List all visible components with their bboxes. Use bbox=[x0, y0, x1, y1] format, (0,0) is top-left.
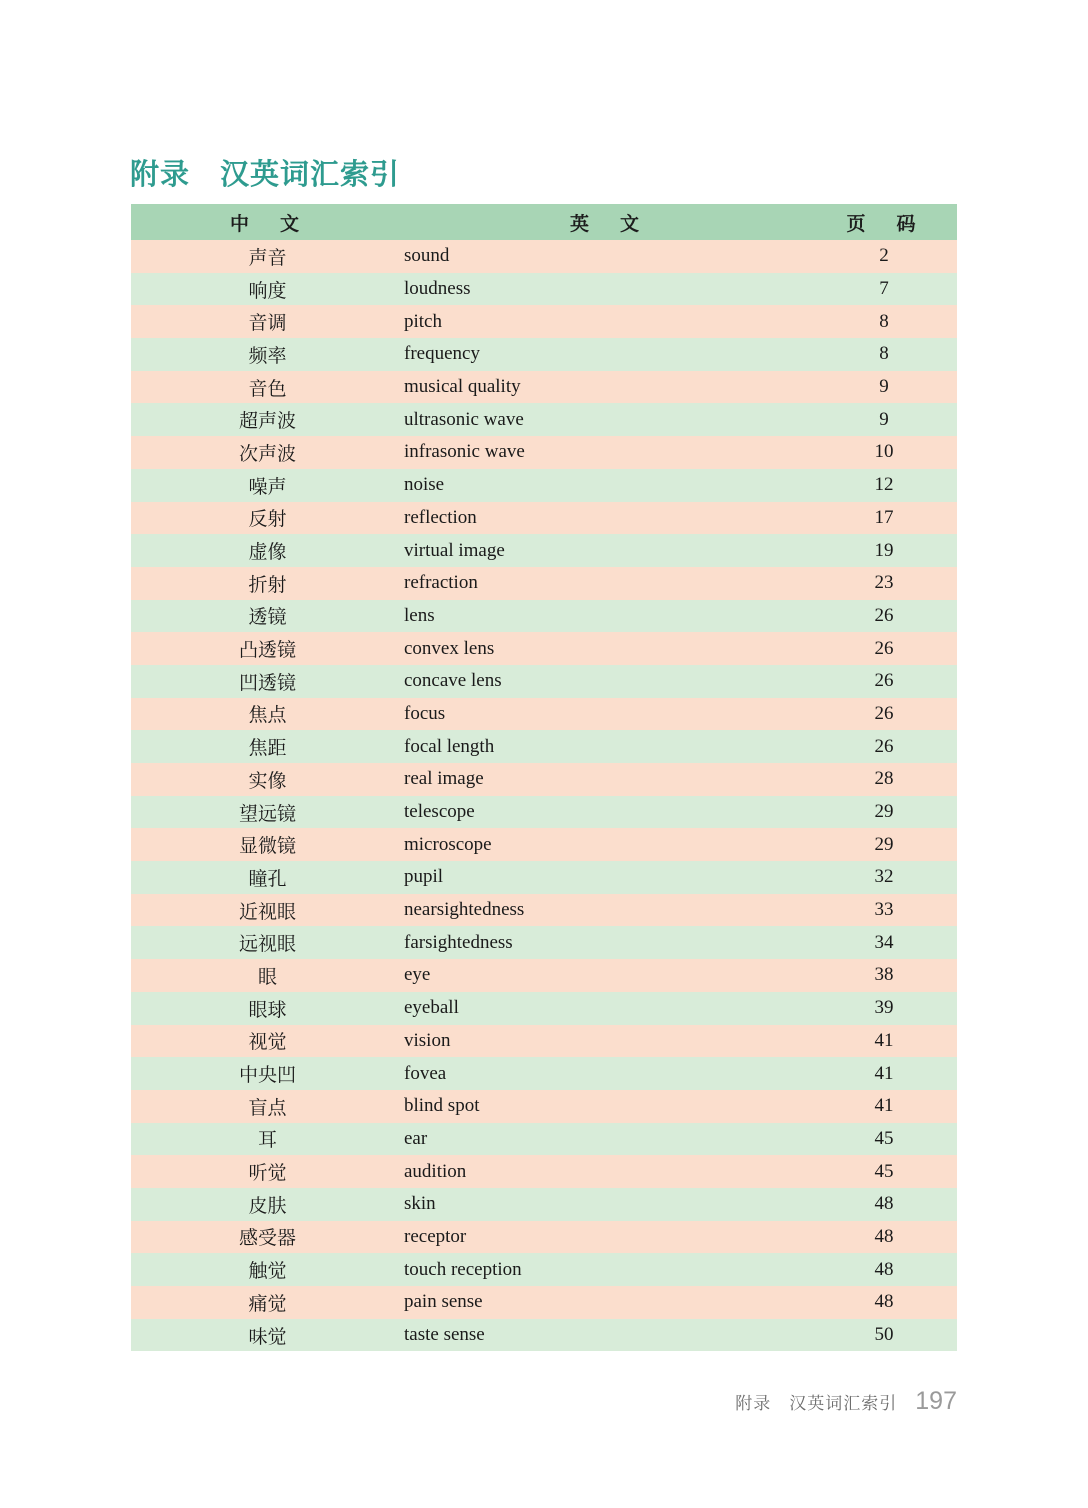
cell-english: refraction bbox=[404, 567, 811, 600]
cell-page: 9 bbox=[811, 403, 957, 436]
table-row bbox=[131, 1057, 957, 1090]
table-row bbox=[131, 1286, 957, 1319]
cell-english: real image bbox=[404, 763, 811, 796]
cell-page: 2 bbox=[811, 240, 957, 273]
table-row bbox=[131, 534, 957, 567]
cell-chinese: 实像 bbox=[131, 763, 404, 796]
cell-english: touch reception bbox=[404, 1253, 811, 1286]
cell-english: taste sense bbox=[404, 1319, 811, 1352]
cell-page: 48 bbox=[811, 1188, 957, 1221]
cell-english: loudness bbox=[404, 273, 811, 306]
cell-page: 23 bbox=[811, 567, 957, 600]
cell-chinese: 痛觉 bbox=[131, 1286, 404, 1319]
cell-chinese: 中央凹 bbox=[131, 1057, 404, 1090]
table-row bbox=[131, 763, 957, 796]
cell-english: focus bbox=[404, 698, 811, 731]
cell-page: 41 bbox=[811, 1090, 957, 1123]
cell-chinese: 凹透镜 bbox=[131, 665, 404, 698]
column-header-chinese: 中 文 bbox=[131, 204, 404, 240]
cell-chinese: 噪声 bbox=[131, 469, 404, 502]
cell-page: 39 bbox=[811, 992, 957, 1025]
cell-english: blind spot bbox=[404, 1090, 811, 1123]
cell-chinese: 耳 bbox=[131, 1123, 404, 1156]
cell-english: infrasonic wave bbox=[404, 436, 811, 469]
cell-english: frequency bbox=[404, 338, 811, 371]
cell-english: farsightedness bbox=[404, 926, 811, 959]
cell-chinese: 次声波 bbox=[131, 436, 404, 469]
cell-page: 28 bbox=[811, 763, 957, 796]
table-row bbox=[131, 502, 957, 535]
cell-english: focal length bbox=[404, 730, 811, 763]
cell-chinese: 声音 bbox=[131, 240, 404, 273]
cell-page: 33 bbox=[811, 894, 957, 927]
cell-chinese: 显微镜 bbox=[131, 828, 404, 861]
table-body bbox=[131, 240, 957, 1351]
cell-chinese: 味觉 bbox=[131, 1319, 404, 1352]
cell-page: 32 bbox=[811, 861, 957, 894]
cell-english: receptor bbox=[404, 1221, 811, 1254]
cell-english: ear bbox=[404, 1123, 811, 1156]
table-row bbox=[131, 1090, 957, 1123]
cell-chinese: 响度 bbox=[131, 273, 404, 306]
table-row bbox=[131, 305, 957, 338]
cell-chinese: 超声波 bbox=[131, 403, 404, 436]
table-row bbox=[131, 894, 957, 927]
table-row bbox=[131, 828, 957, 861]
table-header-row bbox=[131, 204, 957, 240]
cell-page: 26 bbox=[811, 698, 957, 731]
table-row bbox=[131, 338, 957, 371]
table-row bbox=[131, 273, 957, 306]
table-row bbox=[131, 1253, 957, 1286]
cell-chinese: 折射 bbox=[131, 567, 404, 600]
column-header-english: 英 文 bbox=[404, 204, 811, 240]
table-row bbox=[131, 992, 957, 1025]
cell-page: 26 bbox=[811, 730, 957, 763]
cell-chinese: 望远镜 bbox=[131, 796, 404, 829]
cell-english: microscope bbox=[404, 828, 811, 861]
cell-page: 48 bbox=[811, 1286, 957, 1319]
table-row bbox=[131, 632, 957, 665]
cell-page: 10 bbox=[811, 436, 957, 469]
cell-english: skin bbox=[404, 1188, 811, 1221]
cell-english: sound bbox=[404, 240, 811, 273]
cell-chinese: 视觉 bbox=[131, 1025, 404, 1058]
table-row bbox=[131, 959, 957, 992]
table-row bbox=[131, 1188, 957, 1221]
cell-page: 45 bbox=[811, 1123, 957, 1156]
cell-english: nearsightedness bbox=[404, 894, 811, 927]
cell-page: 48 bbox=[811, 1253, 957, 1286]
cell-chinese: 焦距 bbox=[131, 730, 404, 763]
cell-page: 48 bbox=[811, 1221, 957, 1254]
table-row bbox=[131, 1123, 957, 1156]
cell-page: 19 bbox=[811, 534, 957, 567]
table-row bbox=[131, 1025, 957, 1058]
cell-page: 17 bbox=[811, 502, 957, 535]
cell-chinese: 瞳孔 bbox=[131, 861, 404, 894]
footer-page-number: 197 bbox=[915, 1387, 957, 1415]
cell-page: 8 bbox=[811, 305, 957, 338]
cell-page: 8 bbox=[811, 338, 957, 371]
cell-page: 34 bbox=[811, 926, 957, 959]
table-row bbox=[131, 1221, 957, 1254]
cell-english: eye bbox=[404, 959, 811, 992]
cell-page: 26 bbox=[811, 632, 957, 665]
cell-english: fovea bbox=[404, 1057, 811, 1090]
table-row bbox=[131, 371, 957, 404]
cell-chinese: 触觉 bbox=[131, 1253, 404, 1286]
cell-chinese: 凸透镜 bbox=[131, 632, 404, 665]
cell-english: virtual image bbox=[404, 534, 811, 567]
table-row bbox=[131, 1155, 957, 1188]
cell-page: 29 bbox=[811, 796, 957, 829]
table-row bbox=[131, 436, 957, 469]
footer-label: 附录 汉英词汇索引 bbox=[735, 1394, 898, 1413]
cell-english: pain sense bbox=[404, 1286, 811, 1319]
table-row bbox=[131, 469, 957, 502]
cell-chinese: 频率 bbox=[131, 338, 404, 371]
cell-page: 45 bbox=[811, 1155, 957, 1188]
cell-chinese: 皮肤 bbox=[131, 1188, 404, 1221]
table-row bbox=[131, 665, 957, 698]
table-row bbox=[131, 1319, 957, 1352]
cell-english: eyeball bbox=[404, 992, 811, 1025]
cell-english: vision bbox=[404, 1025, 811, 1058]
cell-chinese: 音色 bbox=[131, 371, 404, 404]
cell-page: 26 bbox=[811, 600, 957, 633]
table-row bbox=[131, 567, 957, 600]
table-row bbox=[131, 861, 957, 894]
cell-english: noise bbox=[404, 469, 811, 502]
cell-chinese: 反射 bbox=[131, 502, 404, 535]
table-header bbox=[131, 204, 957, 240]
cell-page: 7 bbox=[811, 273, 957, 306]
table-row bbox=[131, 240, 957, 273]
table-row bbox=[131, 926, 957, 959]
cell-chinese: 远视眼 bbox=[131, 926, 404, 959]
cell-english: telescope bbox=[404, 796, 811, 829]
cell-english: convex lens bbox=[404, 632, 811, 665]
page-footer bbox=[735, 1387, 957, 1416]
cell-page: 9 bbox=[811, 371, 957, 404]
cell-chinese: 虚像 bbox=[131, 534, 404, 567]
cell-chinese: 盲点 bbox=[131, 1090, 404, 1123]
cell-english: pitch bbox=[404, 305, 811, 338]
cell-chinese: 焦点 bbox=[131, 698, 404, 731]
table-row bbox=[131, 730, 957, 763]
page-title: 附录 汉英词汇索引 bbox=[130, 159, 401, 191]
cell-page: 26 bbox=[811, 665, 957, 698]
table-row bbox=[131, 403, 957, 436]
cell-page: 29 bbox=[811, 828, 957, 861]
table-row bbox=[131, 698, 957, 731]
cell-page: 38 bbox=[811, 959, 957, 992]
cell-english: musical quality bbox=[404, 371, 811, 404]
cell-chinese: 透镜 bbox=[131, 600, 404, 633]
cell-chinese: 眼 bbox=[131, 959, 404, 992]
cell-page: 41 bbox=[811, 1025, 957, 1058]
cell-english: concave lens bbox=[404, 665, 811, 698]
cell-chinese: 音调 bbox=[131, 305, 404, 338]
cell-chinese: 近视眼 bbox=[131, 894, 404, 927]
cell-english: audition bbox=[404, 1155, 811, 1188]
cell-chinese: 感受器 bbox=[131, 1221, 404, 1254]
vocabulary-index-table bbox=[131, 204, 957, 1351]
cell-english: ultrasonic wave bbox=[404, 403, 811, 436]
cell-page: 50 bbox=[811, 1319, 957, 1352]
cell-chinese: 听觉 bbox=[131, 1155, 404, 1188]
table-row bbox=[131, 796, 957, 829]
column-header-page: 页 码 bbox=[811, 204, 957, 240]
cell-page: 12 bbox=[811, 469, 957, 502]
cell-page: 41 bbox=[811, 1057, 957, 1090]
table-row bbox=[131, 600, 957, 633]
cell-english: lens bbox=[404, 600, 811, 633]
cell-english: pupil bbox=[404, 861, 811, 894]
cell-english: reflection bbox=[404, 502, 811, 535]
cell-chinese: 眼球 bbox=[131, 992, 404, 1025]
